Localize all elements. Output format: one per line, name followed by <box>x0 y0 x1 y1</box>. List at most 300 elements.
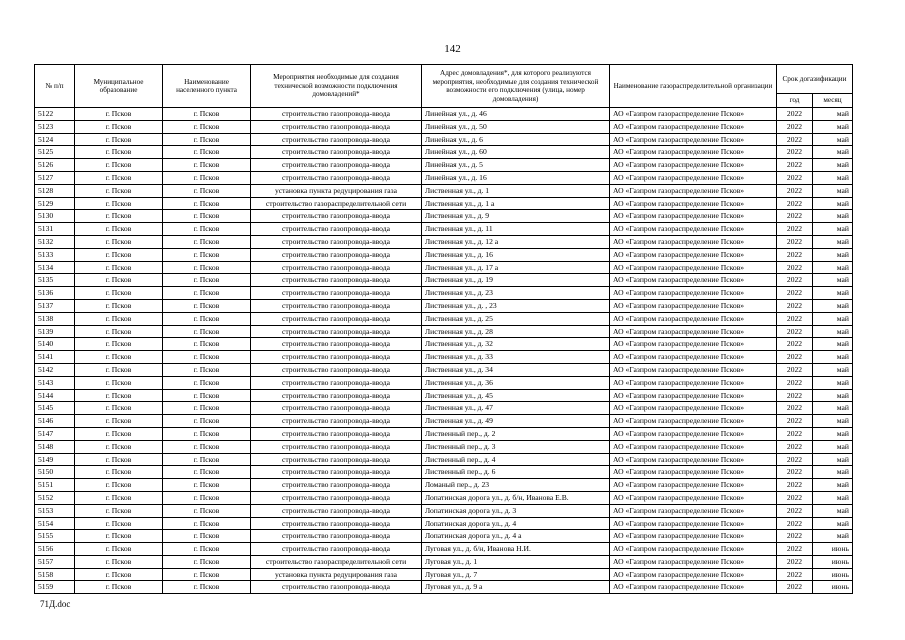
header-municipality: Муниципальное образование <box>75 65 163 108</box>
cell-num: 5155 <box>35 530 75 543</box>
cell-month: май <box>813 133 853 146</box>
cell-activity: строительство газопровода-ввода <box>251 427 422 440</box>
cell-municipality: г. Псков <box>75 133 163 146</box>
table-row <box>35 363 853 376</box>
cell-activity: установка пункта редуцирования газа <box>251 184 422 197</box>
cell-activity: строительство газопровода-ввода <box>251 325 422 338</box>
cell-address: Лиственная ул., д. 9 <box>422 210 610 223</box>
cell-locality: г. Псков <box>163 120 251 133</box>
cell-locality: г. Псков <box>163 517 251 530</box>
cell-address: Лиственная ул., д. 1 а <box>422 197 610 210</box>
cell-locality: г. Псков <box>163 427 251 440</box>
cell-activity: строительство газопровода-ввода <box>251 223 422 236</box>
cell-activity: строительство газораспределительной сети <box>251 197 422 210</box>
cell-month: май <box>813 261 853 274</box>
table-row <box>35 581 853 594</box>
cell-municipality: г. Псков <box>75 440 163 453</box>
cell-address: Луговая ул., д. б/н, Иванова Н.И. <box>422 543 610 556</box>
cell-year: 2022 <box>777 415 813 428</box>
cell-month: май <box>813 427 853 440</box>
cell-year: 2022 <box>777 210 813 223</box>
cell-year: 2022 <box>777 184 813 197</box>
cell-locality: г. Псков <box>163 479 251 492</box>
table-row <box>35 351 853 364</box>
cell-address: Лиственная ул., д. 16 <box>422 248 610 261</box>
cell-activity: строительство газопровода-ввода <box>251 415 422 428</box>
cell-activity: строительство газопровода-ввода <box>251 108 422 121</box>
cell-org: АО «Газпром газораспределение Псков» <box>610 389 777 402</box>
cell-locality: г. Псков <box>163 581 251 594</box>
cell-month: май <box>813 235 853 248</box>
table-row <box>35 568 853 581</box>
cell-num: 5132 <box>35 235 75 248</box>
cell-locality: г. Псков <box>163 197 251 210</box>
cell-locality: г. Псков <box>163 568 251 581</box>
cell-locality: г. Псков <box>163 261 251 274</box>
cell-year: 2022 <box>777 338 813 351</box>
cell-municipality: г. Псков <box>75 261 163 274</box>
cell-org: АО «Газпром газораспределение Псков» <box>610 120 777 133</box>
cell-municipality: г. Псков <box>75 171 163 184</box>
header-org: Наименование газораспределительной организации <box>610 65 777 108</box>
cell-activity: строительство газопровода-ввода <box>251 159 422 172</box>
table-row <box>35 402 853 415</box>
cell-address: Лиственная ул., д. 23 <box>422 287 610 300</box>
cell-month: июнь <box>813 555 853 568</box>
cell-num: 5154 <box>35 517 75 530</box>
cell-month: июнь <box>813 543 853 556</box>
cell-year: 2022 <box>777 466 813 479</box>
cell-locality: г. Псков <box>163 235 251 248</box>
cell-num: 5150 <box>35 466 75 479</box>
page-number: 142 <box>444 43 461 55</box>
cell-year: 2022 <box>777 351 813 364</box>
cell-locality: г. Псков <box>163 338 251 351</box>
cell-municipality: г. Псков <box>75 197 163 210</box>
cell-activity: строительство газопровода-ввода <box>251 146 422 159</box>
cell-address: Луговая ул., д. 7 <box>422 568 610 581</box>
header-month: месяц <box>813 94 853 108</box>
cell-activity: строительство газопровода-ввода <box>251 299 422 312</box>
cell-num: 5127 <box>35 171 75 184</box>
cell-month: июнь <box>813 581 853 594</box>
cell-locality: г. Псков <box>163 299 251 312</box>
cell-municipality: г. Псков <box>75 274 163 287</box>
cell-municipality: г. Псков <box>75 415 163 428</box>
cell-month: май <box>813 184 853 197</box>
cell-year: 2022 <box>777 581 813 594</box>
cell-address: Луговая ул., д. 9 а <box>422 581 610 594</box>
cell-locality: г. Псков <box>163 133 251 146</box>
cell-year: 2022 <box>777 312 813 325</box>
cell-address: Лиственная ул., д. 19 <box>422 274 610 287</box>
cell-month: май <box>813 389 853 402</box>
cell-org: АО «Газпром газораспределение Псков» <box>610 363 777 376</box>
cell-activity: строительство газопровода-ввода <box>251 504 422 517</box>
cell-address: Лопатинская дорога ул., д. 4 а <box>422 530 610 543</box>
cell-org: АО «Газпром газораспределение Псков» <box>610 159 777 172</box>
cell-year: 2022 <box>777 427 813 440</box>
table-row <box>35 210 853 223</box>
cell-address: Лиственная ул., д. , 23 <box>422 299 610 312</box>
cell-address: Лиственная ул., д. 25 <box>422 312 610 325</box>
cell-num: 5142 <box>35 363 75 376</box>
cell-org: АО «Газпром газораспределение Псков» <box>610 440 777 453</box>
table-row <box>35 555 853 568</box>
table-row <box>35 171 853 184</box>
cell-year: 2022 <box>777 223 813 236</box>
cell-address: Лопатинская дорога ул., д. б/н, Иванова Е.В. <box>422 491 610 504</box>
cell-locality: г. Псков <box>163 351 251 364</box>
cell-municipality: г. Псков <box>75 543 163 556</box>
cell-year: 2022 <box>777 453 813 466</box>
cell-year: 2022 <box>777 376 813 389</box>
cell-org: АО «Газпром газораспределение Псков» <box>610 184 777 197</box>
cell-month: май <box>813 504 853 517</box>
cell-municipality: г. Псков <box>75 325 163 338</box>
cell-month: май <box>813 171 853 184</box>
cell-address: Линейная ул., д. 60 <box>422 146 610 159</box>
table-row <box>35 261 853 274</box>
table-row <box>35 197 853 210</box>
cell-year: 2022 <box>777 235 813 248</box>
cell-address: Лиственная ул., д. 32 <box>422 338 610 351</box>
cell-year: 2022 <box>777 146 813 159</box>
table-row <box>35 312 853 325</box>
cell-month: май <box>813 402 853 415</box>
cell-address: Лиственная ул., д. 12 а <box>422 235 610 248</box>
cell-address: Лиственный пер., д. 6 <box>422 466 610 479</box>
cell-year: 2022 <box>777 120 813 133</box>
cell-activity: строительство газопровода-ввода <box>251 363 422 376</box>
cell-month: май <box>813 223 853 236</box>
cell-month: май <box>813 517 853 530</box>
cell-num: 5130 <box>35 210 75 223</box>
cell-municipality: г. Псков <box>75 312 163 325</box>
table-row <box>35 184 853 197</box>
cell-activity: строительство газопровода-ввода <box>251 479 422 492</box>
cell-num: 5139 <box>35 325 75 338</box>
cell-num: 5134 <box>35 261 75 274</box>
cell-locality: г. Псков <box>163 389 251 402</box>
cell-year: 2022 <box>777 440 813 453</box>
cell-month: май <box>813 274 853 287</box>
cell-org: АО «Газпром газораспределение Псков» <box>610 415 777 428</box>
cell-org: АО «Газпром газораспределение Псков» <box>610 274 777 287</box>
cell-locality: г. Псков <box>163 543 251 556</box>
cell-num: 5143 <box>35 376 75 389</box>
cell-address: Лиственная ул., д. 11 <box>422 223 610 236</box>
cell-locality: г. Псков <box>163 415 251 428</box>
cell-year: 2022 <box>777 133 813 146</box>
cell-address: Линейная ул., д. 5 <box>422 159 610 172</box>
cell-municipality: г. Псков <box>75 568 163 581</box>
cell-address: Луговая ул., д. 1 <box>422 555 610 568</box>
cell-locality: г. Псков <box>163 453 251 466</box>
cell-locality: г. Псков <box>163 210 251 223</box>
cell-municipality: г. Псков <box>75 389 163 402</box>
cell-address: Лиственная ул., д. 17 а <box>422 261 610 274</box>
cell-num: 5129 <box>35 197 75 210</box>
table-row <box>35 389 853 402</box>
cell-address: Линейная ул., д. 50 <box>422 120 610 133</box>
table-row <box>35 287 853 300</box>
table-row <box>35 108 853 121</box>
cell-month: май <box>813 491 853 504</box>
cell-locality: г. Псков <box>163 223 251 236</box>
cell-municipality: г. Псков <box>75 581 163 594</box>
cell-municipality: г. Псков <box>75 146 163 159</box>
cell-municipality: г. Псков <box>75 363 163 376</box>
cell-year: 2022 <box>777 568 813 581</box>
header-activity: Мероприятия необходимые для создания технической возможности подключения домовладений* <box>251 65 422 108</box>
cell-year: 2022 <box>777 555 813 568</box>
cell-year: 2022 <box>777 402 813 415</box>
table-row <box>35 235 853 248</box>
table-row <box>35 338 853 351</box>
table-row <box>35 453 853 466</box>
cell-org: АО «Газпром газораспределение Псков» <box>610 223 777 236</box>
table-row <box>35 120 853 133</box>
cell-locality: г. Псков <box>163 325 251 338</box>
cell-municipality: г. Псков <box>75 299 163 312</box>
cell-locality: г. Псков <box>163 504 251 517</box>
cell-org: АО «Газпром газораспределение Псков» <box>610 479 777 492</box>
cell-org: АО «Газпром газораспределение Псков» <box>610 197 777 210</box>
cell-month: май <box>813 108 853 121</box>
cell-num: 5145 <box>35 402 75 415</box>
cell-month: май <box>813 530 853 543</box>
cell-year: 2022 <box>777 299 813 312</box>
cell-locality: г. Псков <box>163 363 251 376</box>
cell-address: Лиственная ул., д. 47 <box>422 402 610 415</box>
cell-municipality: г. Псков <box>75 108 163 121</box>
cell-org: АО «Газпром газораспределение Псков» <box>610 581 777 594</box>
table-row <box>35 159 853 172</box>
cell-municipality: г. Псков <box>75 453 163 466</box>
cell-num: 5148 <box>35 440 75 453</box>
cell-activity: строительство газопровода-ввода <box>251 171 422 184</box>
cell-num: 5135 <box>35 274 75 287</box>
cell-org: АО «Газпром газораспределение Псков» <box>610 402 777 415</box>
table-row <box>35 427 853 440</box>
cell-year: 2022 <box>777 287 813 300</box>
cell-num: 5157 <box>35 555 75 568</box>
cell-num: 5159 <box>35 581 75 594</box>
cell-address: Лиственная ул., д. 33 <box>422 351 610 364</box>
cell-org: АО «Газпром газораспределение Псков» <box>610 491 777 504</box>
cell-month: май <box>813 363 853 376</box>
cell-activity: строительство газопровода-ввода <box>251 402 422 415</box>
cell-locality: г. Псков <box>163 376 251 389</box>
cell-org: АО «Газпром газораспределение Псков» <box>610 555 777 568</box>
cell-org: АО «Газпром газораспределение Псков» <box>610 312 777 325</box>
cell-year: 2022 <box>777 108 813 121</box>
cell-municipality: г. Псков <box>75 338 163 351</box>
cell-municipality: г. Псков <box>75 351 163 364</box>
cell-num: 5126 <box>35 159 75 172</box>
cell-year: 2022 <box>777 543 813 556</box>
cell-locality: г. Псков <box>163 248 251 261</box>
cell-org: АО «Газпром газораспределение Псков» <box>610 287 777 300</box>
cell-month: май <box>813 287 853 300</box>
table-row <box>35 146 853 159</box>
cell-org: АО «Газпром газораспределение Псков» <box>610 504 777 517</box>
cell-activity: строительство газопровода-ввода <box>251 517 422 530</box>
table-row <box>35 517 853 530</box>
cell-num: 5149 <box>35 453 75 466</box>
cell-activity: строительство газораспределительной сети <box>251 555 422 568</box>
cell-org: АО «Газпром газораспределение Псков» <box>610 299 777 312</box>
cell-num: 5128 <box>35 184 75 197</box>
cell-address: Лиственная ул., д. 1 <box>422 184 610 197</box>
header-deadline: Срок догазификации <box>777 65 853 94</box>
cell-locality: г. Псков <box>163 108 251 121</box>
table-row <box>35 248 853 261</box>
cell-org: АО «Газпром газораспределение Псков» <box>610 261 777 274</box>
cell-municipality: г. Псков <box>75 248 163 261</box>
cell-year: 2022 <box>777 325 813 338</box>
cell-month: май <box>813 325 853 338</box>
cell-address: Лопатинская дорога ул., д. 4 <box>422 517 610 530</box>
cell-year: 2022 <box>777 363 813 376</box>
cell-month: май <box>813 453 853 466</box>
cell-org: АО «Газпром газораспределение Псков» <box>610 338 777 351</box>
cell-locality: г. Псков <box>163 159 251 172</box>
table-row <box>35 466 853 479</box>
table-row <box>35 415 853 428</box>
cell-year: 2022 <box>777 389 813 402</box>
cell-activity: строительство газопровода-ввода <box>251 235 422 248</box>
cell-address: Лиственная ул., д. 49 <box>422 415 610 428</box>
cell-locality: г. Псков <box>163 555 251 568</box>
cell-month: май <box>813 466 853 479</box>
cell-activity: строительство газопровода-ввода <box>251 287 422 300</box>
cell-month: май <box>813 415 853 428</box>
cell-month: май <box>813 312 853 325</box>
cell-year: 2022 <box>777 261 813 274</box>
cell-locality: г. Псков <box>163 440 251 453</box>
cell-month: май <box>813 210 853 223</box>
cell-month: май <box>813 197 853 210</box>
cell-org: АО «Газпром газораспределение Псков» <box>610 351 777 364</box>
cell-month: июнь <box>813 568 853 581</box>
cell-month: май <box>813 146 853 159</box>
cell-num: 5151 <box>35 479 75 492</box>
cell-activity: строительство газопровода-ввода <box>251 338 422 351</box>
cell-num: 5137 <box>35 299 75 312</box>
cell-locality: г. Псков <box>163 402 251 415</box>
cell-locality: г. Псков <box>163 287 251 300</box>
cell-activity: строительство газопровода-ввода <box>251 389 422 402</box>
cell-locality: г. Псков <box>163 146 251 159</box>
cell-locality: г. Псков <box>163 530 251 543</box>
cell-activity: строительство газопровода-ввода <box>251 376 422 389</box>
cell-activity: строительство газопровода-ввода <box>251 261 422 274</box>
cell-activity: строительство газопровода-ввода <box>251 581 422 594</box>
cell-month: май <box>813 248 853 261</box>
cell-activity: установка пункта редуцирования газа <box>251 568 422 581</box>
cell-num: 5125 <box>35 146 75 159</box>
cell-org: АО «Газпром газораспределение Псков» <box>610 376 777 389</box>
table-row <box>35 223 853 236</box>
cell-year: 2022 <box>777 491 813 504</box>
cell-address: Лиственная ул., д. 34 <box>422 363 610 376</box>
table-row <box>35 376 853 389</box>
cell-locality: г. Псков <box>163 171 251 184</box>
cell-municipality: г. Псков <box>75 235 163 248</box>
cell-locality: г. Псков <box>163 491 251 504</box>
cell-org: АО «Газпром газораспределение Псков» <box>610 133 777 146</box>
cell-month: май <box>813 299 853 312</box>
cell-municipality: г. Псков <box>75 287 163 300</box>
table-row <box>35 504 853 517</box>
cell-year: 2022 <box>777 171 813 184</box>
cell-year: 2022 <box>777 504 813 517</box>
cell-activity: строительство газопровода-ввода <box>251 274 422 287</box>
cell-address: Линейная ул., д. 16 <box>422 171 610 184</box>
cell-activity: строительство газопровода-ввода <box>251 440 422 453</box>
table-row <box>35 491 853 504</box>
cell-org: АО «Газпром газораспределение Псков» <box>610 171 777 184</box>
cell-org: АО «Газпром газораспределение Псков» <box>610 568 777 581</box>
table-row <box>35 299 853 312</box>
cell-num: 5146 <box>35 415 75 428</box>
table-body <box>35 108 853 594</box>
table-row <box>35 133 853 146</box>
cell-activity: строительство газопровода-ввода <box>251 466 422 479</box>
cell-year: 2022 <box>777 479 813 492</box>
cell-org: АО «Газпром газораспределение Псков» <box>610 235 777 248</box>
cell-municipality: г. Псков <box>75 184 163 197</box>
footer-filename: 71Д.doc <box>40 599 71 609</box>
cell-year: 2022 <box>777 159 813 172</box>
cell-num: 5153 <box>35 504 75 517</box>
header-num: № п/п <box>35 65 75 108</box>
cell-municipality: г. Псков <box>75 479 163 492</box>
cell-num: 5152 <box>35 491 75 504</box>
cell-num: 5131 <box>35 223 75 236</box>
cell-num: 5147 <box>35 427 75 440</box>
cell-num: 5133 <box>35 248 75 261</box>
cell-org: АО «Газпром газораспределение Псков» <box>610 210 777 223</box>
cell-activity: строительство газопровода-ввода <box>251 210 422 223</box>
header-address: Адрес домовладения*, для которого реализуются мероприятия, необходимые для создания технической возможности его подключения (улица, номер домовладения) <box>422 65 610 108</box>
cell-num: 5123 <box>35 120 75 133</box>
cell-municipality: г. Псков <box>75 517 163 530</box>
cell-locality: г. Псков <box>163 274 251 287</box>
cell-municipality: г. Псков <box>75 210 163 223</box>
cell-municipality: г. Псков <box>75 530 163 543</box>
cell-num: 5158 <box>35 568 75 581</box>
table-row <box>35 530 853 543</box>
cell-month: май <box>813 376 853 389</box>
cell-month: май <box>813 159 853 172</box>
table-row <box>35 543 853 556</box>
cell-address: Линейная ул., д. 46 <box>422 108 610 121</box>
cell-address: Лиственная ул., д. 45 <box>422 389 610 402</box>
cell-municipality: г. Псков <box>75 376 163 389</box>
cell-address: Лиственный пер., д. 3 <box>422 440 610 453</box>
cell-org: АО «Газпром газораспределение Псков» <box>610 543 777 556</box>
cell-activity: строительство газопровода-ввода <box>251 453 422 466</box>
cell-month: май <box>813 351 853 364</box>
cell-municipality: г. Псков <box>75 402 163 415</box>
cell-month: май <box>813 120 853 133</box>
cell-year: 2022 <box>777 274 813 287</box>
cell-org: АО «Газпром газораспределение Псков» <box>610 108 777 121</box>
cell-address: Лиственный пер., д. 4 <box>422 453 610 466</box>
